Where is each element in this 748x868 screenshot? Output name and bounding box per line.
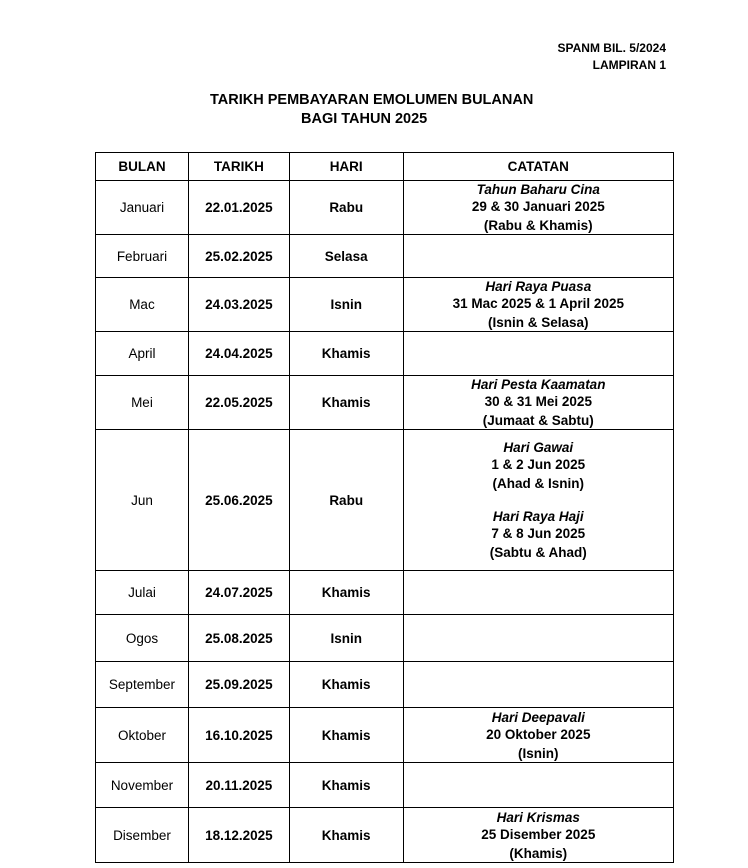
document-reference: SPANM BIL. 5/2024 — [557, 41, 666, 55]
payment-date-cell: 16.10.2025 — [188, 708, 289, 763]
table-row — [96, 708, 674, 763]
notes-cell — [403, 278, 673, 332]
payment-date-cell: 18.12.2025 — [188, 808, 289, 863]
payment-date-cell: 24.07.2025 — [188, 571, 289, 615]
holiday-name: Hari Gawai — [503, 440, 574, 455]
table-row — [96, 332, 674, 376]
holiday-dates: 30 & 31 Mei 2025 — [484, 394, 592, 409]
month-cell: Julai — [96, 571, 189, 615]
payment-date-cell: 25.09.2025 — [188, 662, 289, 708]
document-subtitle: BAGI TAHUN 2025 — [301, 111, 428, 127]
payment-date-cell: 22.01.2025 — [188, 181, 289, 235]
payment-date-cell: 25.08.2025 — [188, 615, 289, 662]
holiday-notes — [404, 709, 673, 762]
table-row — [96, 235, 674, 278]
payment-date-cell: 25.02.2025 — [188, 235, 289, 278]
holiday-notes — [404, 278, 673, 331]
payment-day-cell: Khamis — [289, 763, 403, 808]
payment-day-cell: Khamis — [289, 808, 403, 863]
month-cell: Oktober — [96, 708, 189, 763]
holiday-name: Hari Pesta Kaamatan — [471, 377, 606, 392]
table-row — [96, 571, 674, 615]
payment-day-cell: Isnin — [289, 278, 403, 332]
holiday-dates: 7 & 8 Jun 2025 — [491, 526, 586, 541]
holiday-dates: 31 Mac 2025 & 1 April 2025 — [452, 296, 624, 311]
month-cell: September — [96, 662, 189, 708]
document-title: TARIKH PEMBAYARAN EMOLUMEN BULANAN — [210, 92, 534, 108]
notes-cell — [403, 808, 673, 863]
table-body — [96, 181, 674, 863]
table-row — [96, 808, 674, 863]
holiday-days: (Jumaat & Sabtu) — [482, 413, 594, 428]
column-header-tarikh: TARIKH — [188, 153, 289, 181]
payment-date-cell: 25.06.2025 — [188, 430, 289, 571]
holiday-days: (Ahad & Isnin) — [492, 476, 585, 491]
payment-day-cell: Khamis — [289, 571, 403, 615]
payment-date-cell: 20.11.2025 — [188, 763, 289, 808]
notes-cell — [403, 376, 673, 430]
holiday-notes — [404, 439, 673, 561]
notes-cell — [403, 181, 673, 235]
payment-day-cell: Khamis — [289, 708, 403, 763]
notes-cell — [403, 763, 673, 808]
payment-day-cell: Khamis — [289, 332, 403, 376]
holiday-dates: 25 Disember 2025 — [481, 826, 596, 842]
payment-day-cell: Selasa — [289, 235, 403, 278]
month-cell: Mei — [96, 376, 189, 430]
holiday-days: (Sabtu & Ahad) — [489, 545, 587, 560]
table-header-row — [96, 153, 674, 181]
note-spacer — [404, 492, 673, 508]
payment-day-cell: Khamis — [289, 662, 403, 708]
notes-cell — [403, 332, 673, 376]
payment-date-cell: 24.03.2025 — [188, 278, 289, 332]
notes-cell — [403, 662, 673, 708]
payment-day-cell: Rabu — [289, 181, 403, 235]
notes-cell — [403, 708, 673, 763]
table-row — [96, 662, 674, 708]
column-header-bulan: BULAN — [96, 153, 189, 181]
holiday-dates: 1 & 2 Jun 2025 — [491, 457, 586, 472]
month-cell: Disember — [96, 808, 189, 863]
holiday-name: Tahun Baharu Cina — [476, 182, 600, 197]
table-row — [96, 763, 674, 808]
payment-day-cell: Khamis — [289, 376, 403, 430]
holiday-notes — [404, 809, 673, 862]
payment-day-cell: Rabu — [289, 430, 403, 571]
payment-day-cell: Isnin — [289, 615, 403, 662]
table-row — [96, 615, 674, 662]
month-cell: Februari — [96, 235, 189, 278]
table-row — [96, 376, 674, 430]
holiday-notes — [404, 376, 673, 429]
holiday-days: (Isnin) — [518, 745, 559, 761]
holiday-name: Hari Deepavali — [491, 709, 585, 725]
holiday-notes — [404, 181, 673, 234]
payment-date-cell: 22.05.2025 — [188, 376, 289, 430]
column-header-hari: HARI — [289, 153, 403, 181]
notes-cell — [403, 571, 673, 615]
table-row — [96, 430, 674, 571]
holiday-dates: 20 Oktober 2025 — [486, 726, 591, 742]
holiday-days: (Rabu & Khamis) — [483, 218, 593, 233]
month-cell: Mac — [96, 278, 189, 332]
holiday-name: Hari Krismas — [496, 809, 580, 825]
notes-cell — [403, 615, 673, 662]
month-cell: Jun — [96, 430, 189, 571]
table-row — [96, 278, 674, 332]
payment-schedule-table — [95, 152, 674, 863]
holiday-name: Hari Raya Puasa — [485, 279, 592, 294]
notes-cell — [403, 235, 673, 278]
holiday-days: (Khamis) — [509, 845, 568, 861]
notes-cell — [403, 430, 673, 571]
table-row — [96, 181, 674, 235]
month-cell: November — [96, 763, 189, 808]
holiday-days: (Isnin & Selasa) — [488, 315, 589, 330]
attachment-label: LAMPIRAN 1 — [592, 58, 666, 72]
month-cell: Ogos — [96, 615, 189, 662]
holiday-dates: 29 & 30 Januari 2025 — [471, 199, 605, 214]
month-cell: April — [96, 332, 189, 376]
month-cell: Januari — [96, 181, 189, 235]
payment-date-cell: 24.04.2025 — [188, 332, 289, 376]
column-header-catatan: CATATAN — [403, 153, 673, 181]
holiday-name: Hari Raya Haji — [492, 509, 584, 524]
